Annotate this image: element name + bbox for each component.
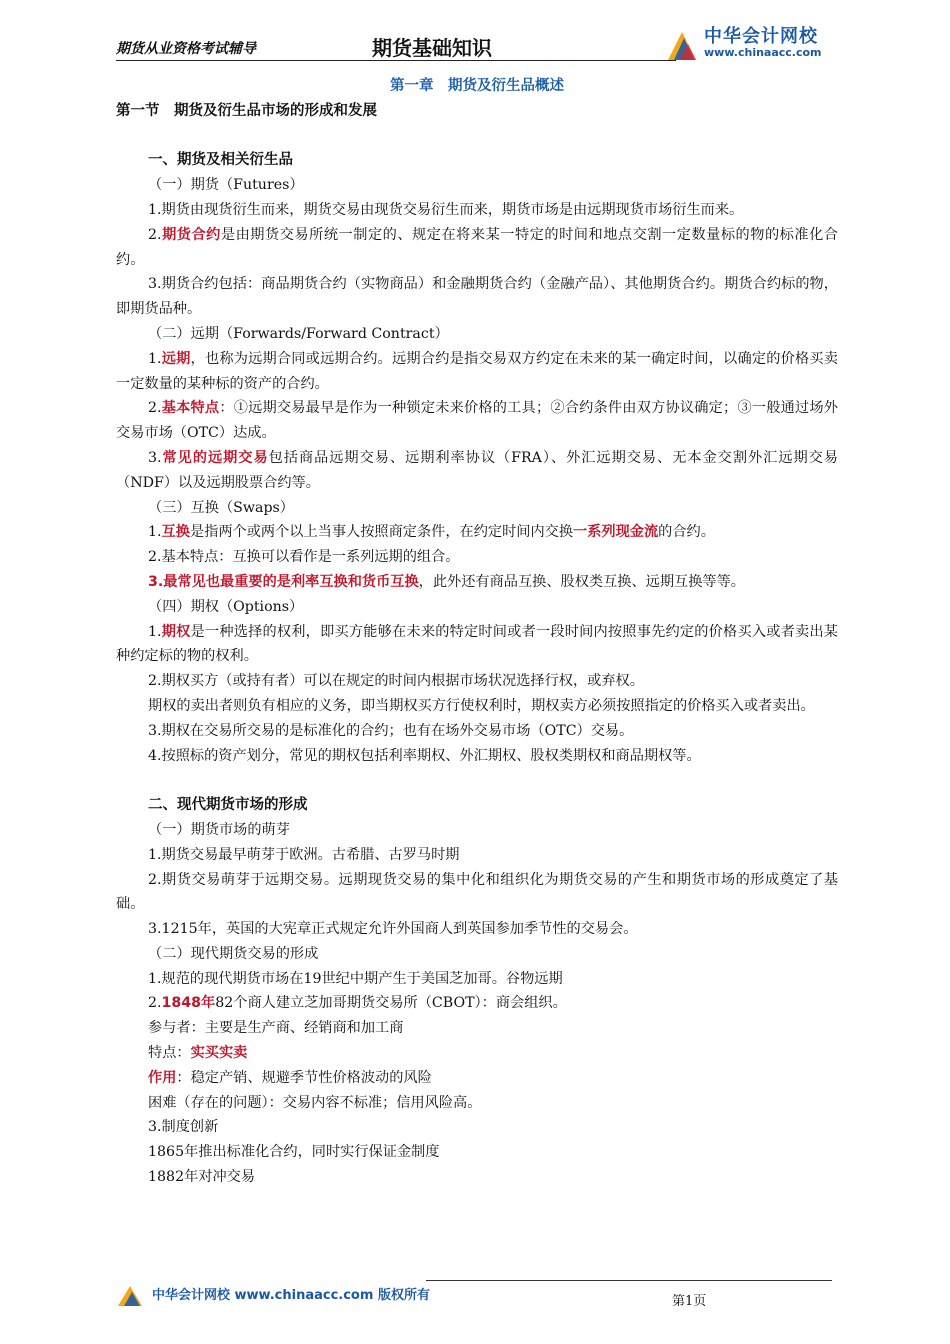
page-header: [116, 22, 838, 64]
paragraph: 1.规范的现代期货市场在19世纪中期产生于美国芝加哥。谷物远期: [148, 970, 563, 987]
paragraph: 3.最常见也最重要的是利率互换和货币互换，此外还有商品互换、股权类互换、远期互换等等。: [148, 573, 745, 590]
logo-name: 中华会计网校: [704, 26, 818, 47]
part1-heading: 一、期货及相关衍生品: [148, 152, 293, 169]
key-term: 基本特点: [161, 400, 220, 417]
forwards-subheading: （二）远期（Forwards/Forward Contract）: [148, 325, 449, 342]
paragraph: 2.基本特点：互换可以看作是一系列远期的组合。: [148, 549, 460, 566]
spacer: [116, 768, 838, 793]
chapter-title: 第一章 期货及衍生品概述: [390, 78, 564, 94]
logo-triangle-icon: [664, 24, 700, 64]
footer-rule: [426, 1280, 832, 1281]
paragraph: 参与者：主要是生产商、经销商和加工商: [148, 1020, 404, 1037]
key-term: 常见的远期交易: [161, 449, 269, 466]
part2-heading: 二、现代期货市场的形成: [148, 797, 308, 814]
paragraph: 1.互换是指两个或两个以上当事人按照商定条件，在约定时间内交换一系列现金流的合约。: [148, 524, 715, 541]
paragraph: 3.1215年，英国的大宪章正式规定允许外国商人到英国参加季节性的交易会。: [148, 921, 638, 938]
header-rule: [116, 60, 676, 61]
spacer: [116, 124, 838, 149]
key-term: 实买实卖: [190, 1045, 248, 1062]
futures-subheading: （一）期货（Futures）: [148, 177, 304, 194]
paragraph: 2.期权买方（或持有者）可以在规定的时间内根据市场状况选择行权，或弃权。: [148, 673, 644, 690]
paragraph: 4.按照标的资产划分，常见的期权包括利率期权、外汇期权、股权类期权和商品期权等。: [148, 747, 701, 764]
paragraph: 1.期权是一种选择的权利，即买方能够在未来的特定时间或者一段时间内按照事先约定的价格买入或者卖出某种约定标的物的权利。: [116, 623, 838, 665]
key-term: 互换: [161, 524, 190, 541]
paragraph: 1.期货由现货衍生而来，期货交易由现货交易衍生而来，期货市场是由远期现货市场衍生而来。: [148, 201, 744, 218]
page-number: 第1页: [672, 1294, 707, 1309]
key-term: 最常见也最重要的是利率互换和货币互换: [163, 573, 419, 590]
paragraph: 3.制度创新: [148, 1119, 219, 1136]
key-term: 作用: [148, 1069, 177, 1086]
key-term: 1848年: [161, 995, 216, 1012]
paragraph: 2.期货合约是由期货交易所统一制定的、规定在将来某一特定的时间和地点交割一定数量标的物的标准化合约。: [116, 226, 838, 268]
page-footer: [116, 1276, 838, 1316]
logo-url: www.chinaacc.com: [704, 46, 822, 59]
paragraph: 2.1848年82个商人建立芝加哥期货交易所（CBOT）：商会组织。: [148, 995, 567, 1012]
paragraph: 1.远期，也称为远期合同或远期合约。远期合约是指交易双方约定在未来的某一确定时间，以确定的价格买卖一定数量的某种标的资产的合约。: [116, 350, 838, 392]
book-title: 期货基础知识: [372, 36, 492, 60]
main-content: [116, 74, 838, 1190]
paragraph: 作用：稳定产销、规避季节性价格波动的风险: [148, 1069, 432, 1086]
options-subheading: （四）期权（Options）: [148, 598, 304, 615]
paragraph: 3.期权在交易所交易的是标准化的合约；也有在场外交易市场（OTC）交易。: [148, 722, 634, 739]
brand-logo: [664, 22, 840, 64]
sprout-subheading: （一）期货市场的萌芽: [148, 821, 290, 838]
paragraph: 1865年推出标准化合约，同时实行保证金制度: [148, 1144, 440, 1161]
paragraph: 期权的卖出者则负有相应的义务，即当期权买方行使权利时，期权卖方必须按照指定的价格买入或者卖出。: [148, 697, 815, 714]
paragraph: 2.基本特点：①远期交易最早是作为一种锁定未来价格的工具；②合约条件由双方协议确定；③一般通过场外交易市场（OTC）达成。: [116, 400, 838, 442]
paragraph: 1882年对冲交易: [148, 1169, 256, 1186]
key-term: 期权: [161, 623, 191, 640]
paragraph: 2.期货交易萌芽于远期交易。远期现货交易的集中化和组织化为期货交易的产生和期货市场的形成奠定了基础。: [116, 871, 838, 913]
exam-guide-title: 期货从业资格考试辅导: [116, 41, 256, 57]
modern-subheading: （二）现代期货交易的形成: [148, 945, 319, 962]
swaps-subheading: （三）互换（Swaps）: [148, 499, 294, 516]
paragraph: 3.常见的远期交易包括商品远期交易、远期利率协议（FRA）、外汇远期交易、无本金交割外汇远期交易（NDF）以及远期股票合约等。: [116, 449, 838, 491]
key-term: 期货合约: [161, 226, 221, 243]
paragraph: 3.期货合约包括：商品期货合约（实物商品）和金融期货合约（金融产品）、其他期货合约。期货合约标的物，即期货品种。: [116, 276, 838, 318]
footer-logo-icon: [116, 1282, 144, 1308]
section-title: 第一节 期货及衍生品市场的形成和发展: [116, 102, 377, 119]
key-term: 一系列现金流: [573, 524, 659, 541]
key-term: 远期: [161, 350, 191, 367]
paragraph: 特点：实买实卖: [148, 1045, 248, 1062]
footer-copyright: 中华会计网校 www.chinaacc.com 版权所有: [152, 1288, 430, 1303]
paragraph: 困难（存在的问题）：交易内容不标准；信用风险高。: [148, 1094, 482, 1111]
paragraph: 1.期货交易最早萌芽于欧洲。古希腊、古罗马时期: [148, 846, 460, 863]
